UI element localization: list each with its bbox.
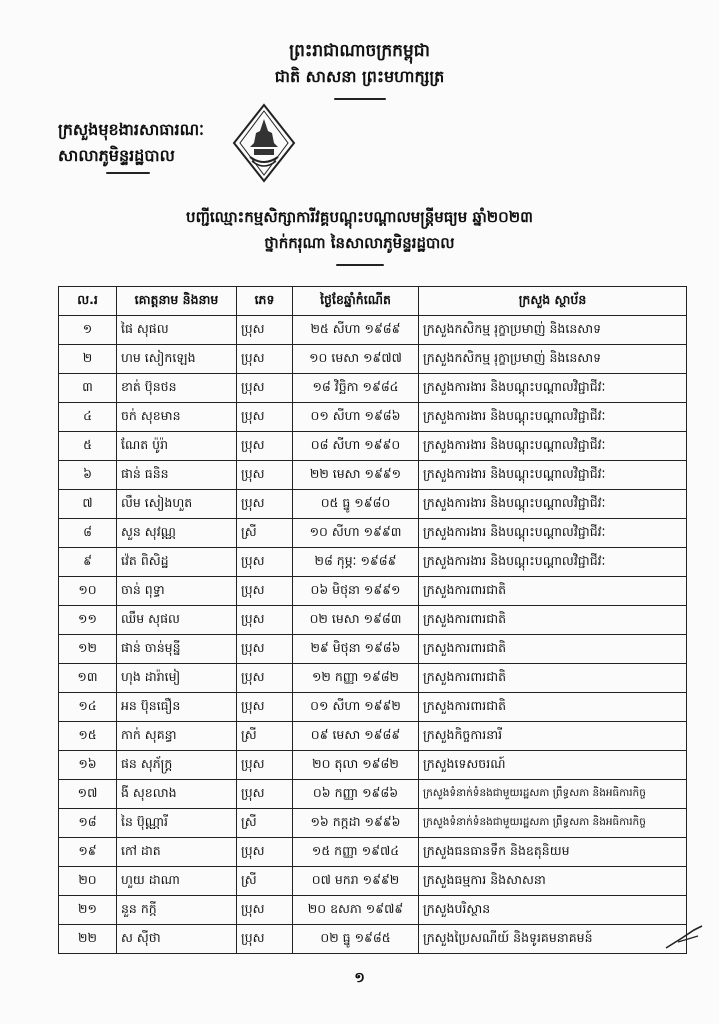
cell-name: ស ស៊ីថា bbox=[117, 925, 237, 954]
cell-number: ២២ bbox=[59, 925, 117, 954]
cell-name: នៃ ប៊ុណ្ណារី bbox=[117, 809, 237, 838]
decorative-divider bbox=[106, 172, 150, 174]
cell-ministry: ក្រសួងទំនាក់ទំនងជាមួយរដ្ឋសភា ព្រឹទ្ធសភា និងអធិការកិច្ច bbox=[419, 780, 687, 809]
table-row bbox=[59, 316, 687, 345]
table-row bbox=[59, 548, 687, 577]
cell-name: អន ប៊ុនធឿន bbox=[117, 693, 237, 722]
cell-name: ផាន់ ធនិន bbox=[117, 461, 237, 490]
cell-name: ឈឹម សុផល bbox=[117, 606, 237, 635]
table-row bbox=[59, 809, 687, 838]
cell-name: ចក់ សុខមាន bbox=[117, 403, 237, 432]
cell-ministry: ក្រសួងការងារ និងបណ្តុះបណ្តាលវិជ្ជាជីវៈ bbox=[419, 374, 687, 403]
cell-sex: ប្រុស bbox=[237, 896, 293, 925]
cell-name: លឹម សៀងហួត bbox=[117, 490, 237, 519]
cell-name: ណែត ប៉ូរ៉ា bbox=[117, 432, 237, 461]
table-header-row bbox=[59, 287, 687, 316]
cell-sex: ប្រុស bbox=[237, 345, 293, 374]
table-row bbox=[59, 490, 687, 519]
cell-birthdate: ២៩ មិថុនា ១៩៨៦ bbox=[293, 635, 419, 664]
cell-number: ១០ bbox=[59, 577, 117, 606]
decorative-divider bbox=[334, 98, 386, 100]
table-row bbox=[59, 374, 687, 403]
cell-number: ៧ bbox=[59, 490, 117, 519]
cell-sex: ស្រី bbox=[237, 867, 293, 896]
cell-sex: ប្រុស bbox=[237, 577, 293, 606]
cell-birthdate: ០១ សីហា ១៩៩២ bbox=[293, 693, 419, 722]
cell-ministry: ក្រសួងការពារជាតិ bbox=[419, 635, 687, 664]
cell-sex: ប្រុស bbox=[237, 693, 293, 722]
cell-name: នួន កក្កី bbox=[117, 896, 237, 925]
cell-ministry: ក្រសួងការពារជាតិ bbox=[419, 577, 687, 606]
cell-ministry: ក្រសួងកិច្ចការនារី bbox=[419, 722, 687, 751]
cell-number: ២ bbox=[59, 345, 117, 374]
table-row bbox=[59, 838, 687, 867]
table-row bbox=[59, 403, 687, 432]
cell-birthdate: ០៦ កញ្ញា ១៩៨៦ bbox=[293, 780, 419, 809]
cell-birthdate: ១០ សីហា ១៩៩៣ bbox=[293, 519, 419, 548]
cell-birthdate: ០៦ មិថុនា ១៩៩១ bbox=[293, 577, 419, 606]
cell-sex: ប្រុស bbox=[237, 780, 293, 809]
ministry-name: ក្រសួងមុខងារសាធារណៈ bbox=[58, 120, 204, 139]
table-row bbox=[59, 780, 687, 809]
table-row bbox=[59, 432, 687, 461]
table-row bbox=[59, 635, 687, 664]
cell-sex: ស្រី bbox=[237, 519, 293, 548]
kingdom-heading: ព្រះរាជាណាចក្រកម្ពុជា bbox=[289, 41, 430, 61]
cell-name: ហម សៀកឡេង bbox=[117, 345, 237, 374]
cell-sex: ប្រុស bbox=[237, 606, 293, 635]
header-name: គោត្តនាម និងនាម bbox=[117, 287, 237, 316]
signature-mark bbox=[664, 920, 704, 950]
header-number: ល.រ bbox=[59, 287, 117, 316]
list-title: បញ្ជីឈ្មោះកម្មសិក្សាការីវគ្គបណ្តុះបណ្តាលមន្ត្រីមធ្យម ឆ្នាំ២០២៣ bbox=[186, 208, 533, 226]
cell-sex: ប្រុស bbox=[237, 461, 293, 490]
cell-birthdate: ០២ មេសា ១៩៨៣ bbox=[293, 606, 419, 635]
cell-number: ១៦ bbox=[59, 751, 117, 780]
cell-ministry: ក្រសួងការងារ និងបណ្តុះបណ្តាលវិជ្ជាជីវៈ bbox=[419, 490, 687, 519]
cell-birthdate: ១៨ វិច្ឆិកា ១៩៨៤ bbox=[293, 374, 419, 403]
cell-name: ហួយ ដាណា bbox=[117, 867, 237, 896]
cell-sex: ប្រុស bbox=[237, 925, 293, 954]
cell-number: ១៨ bbox=[59, 809, 117, 838]
list-subtitle: ថ្នាក់ករុណា នៃសាលាភូមិន្ទរដ្ឋបាល bbox=[264, 234, 455, 252]
cell-name: ខាត់ ប៊ុនថន bbox=[117, 374, 237, 403]
cell-birthdate: ១៥ កញ្ញា ១៩៧៤ bbox=[293, 838, 419, 867]
cell-sex: ប្រុស bbox=[237, 403, 293, 432]
table-row bbox=[59, 577, 687, 606]
cell-number: ១៤ bbox=[59, 693, 117, 722]
national-motto: ជាតិ សាសនា ព្រះមហាក្សត្រ bbox=[274, 67, 445, 86]
cell-ministry: ក្រសួងទំនាក់ទំនងជាមួយរដ្ឋសភា ព្រឹទ្ធសភា និងអធិការកិច្ច bbox=[419, 809, 687, 838]
cell-number: ៤ bbox=[59, 403, 117, 432]
cell-sex: ប្រុស bbox=[237, 635, 293, 664]
cell-sex: ប្រុស bbox=[237, 548, 293, 577]
cell-birthdate: ០១ សីហា ១៩៨៦ bbox=[293, 403, 419, 432]
cell-ministry: ក្រសួងការងារ និងបណ្តុះបណ្តាលវិជ្ជាជីវៈ bbox=[419, 432, 687, 461]
cell-sex: ប្រុស bbox=[237, 838, 293, 867]
table-row bbox=[59, 925, 687, 954]
cell-name: ផៃ សុផល bbox=[117, 316, 237, 345]
cell-number: ១ bbox=[59, 316, 117, 345]
cell-number: ៥ bbox=[59, 432, 117, 461]
cell-birthdate: ២៥ សីហា ១៩៨៩ bbox=[293, 316, 419, 345]
cell-ministry: ក្រសួងការងារ និងបណ្តុះបណ្តាលវិជ្ជាជីវៈ bbox=[419, 519, 687, 548]
decorative-divider bbox=[336, 264, 384, 266]
trainee-table bbox=[58, 286, 687, 954]
header-ministry: ក្រសួង ស្ថាប័ន bbox=[419, 287, 687, 316]
cell-sex: ប្រុស bbox=[237, 316, 293, 345]
cell-birthdate: ០២ ធ្នូ ១៩៨៥ bbox=[293, 925, 419, 954]
cell-name: ផាន់ ចាន់មុន្នី bbox=[117, 635, 237, 664]
cell-number: ៦ bbox=[59, 461, 117, 490]
cell-name: កាក់ សុគន្ធា bbox=[117, 722, 237, 751]
table-row bbox=[59, 693, 687, 722]
school-name: សាលាភូមិន្ទរដ្ឋបាល bbox=[58, 146, 175, 165]
cell-ministry: ក្រសួងការពារជាតិ bbox=[419, 606, 687, 635]
cell-birthdate: ០៩ មេសា ១៩៨៩ bbox=[293, 722, 419, 751]
cell-number: ៩ bbox=[59, 548, 117, 577]
cell-birthdate: ២០ ឧសភា ១៩៧៩ bbox=[293, 896, 419, 925]
school-seal-logo bbox=[232, 103, 296, 183]
cell-ministry: ក្រសួងការពារជាតិ bbox=[419, 693, 687, 722]
cell-sex: ប្រុស bbox=[237, 432, 293, 461]
table-row bbox=[59, 751, 687, 780]
cell-number: ៨ bbox=[59, 519, 117, 548]
cell-birthdate: ១២ កញ្ញា ១៩៨២ bbox=[293, 664, 419, 693]
cell-number: ១៥ bbox=[59, 722, 117, 751]
cell-name: ផន សុភ័ក្រ្ត bbox=[117, 751, 237, 780]
table-row bbox=[59, 896, 687, 925]
cell-sex: ប្រុស bbox=[237, 490, 293, 519]
table-row bbox=[59, 722, 687, 751]
ministry-block bbox=[58, 117, 204, 169]
table-row bbox=[59, 867, 687, 896]
cell-ministry: ក្រសួងការងារ និងបណ្តុះបណ្តាលវិជ្ជាជីវៈ bbox=[419, 548, 687, 577]
cell-ministry: ក្រសួងកសិកម្ម រុក្ខាប្រមាញ់ និងនេសាទ bbox=[419, 345, 687, 374]
header-birthdate: ថ្ងៃខែឆ្នាំកំណើត bbox=[293, 287, 419, 316]
cell-number: ១៩ bbox=[59, 838, 117, 867]
cell-name: ចាន់ ពុទ្ធា bbox=[117, 577, 237, 606]
cell-name: វ៉េត ពិសិដ្ឋ bbox=[117, 548, 237, 577]
page-number: ១ bbox=[354, 970, 365, 986]
cell-number: ១២ bbox=[59, 635, 117, 664]
cell-ministry: ក្រសួងធម្មការ និងសាសនា bbox=[419, 867, 687, 896]
cell-sex: ប្រុស bbox=[237, 751, 293, 780]
cell-birthdate: ០៧ មករា ១៩៩២ bbox=[293, 867, 419, 896]
cell-birthdate: ២២ មេសា ១៩៩១ bbox=[293, 461, 419, 490]
cell-sex: ស្រី bbox=[237, 722, 293, 751]
cell-name: កៅ ដាត bbox=[117, 838, 237, 867]
cell-ministry: ក្រសួងធនធានទឹក និងឧតុនិយម bbox=[419, 838, 687, 867]
cell-name: ហុង ដារ៉ាមៀ bbox=[117, 664, 237, 693]
table-row bbox=[59, 606, 687, 635]
table-row bbox=[59, 664, 687, 693]
cell-ministry: ក្រសួងកសិកម្ម រុក្ខាប្រមាញ់ និងនេសាទ bbox=[419, 316, 687, 345]
cell-ministry: ក្រសួងបរិស្ថាន bbox=[419, 896, 687, 925]
cell-ministry: ក្រសួងការងារ និងបណ្តុះបណ្តាលវិជ្ជាជីវៈ bbox=[419, 403, 687, 432]
cell-ministry: ក្រសួងការងារ និងបណ្តុះបណ្តាលវិជ្ជាជីវៈ bbox=[419, 461, 687, 490]
cell-number: ១១ bbox=[59, 606, 117, 635]
cell-number: ៣ bbox=[59, 374, 117, 403]
cell-number: ១៧ bbox=[59, 780, 117, 809]
cell-number: ១៣ bbox=[59, 664, 117, 693]
cell-sex: ប្រុស bbox=[237, 374, 293, 403]
cell-ministry: ក្រសួងការពារជាតិ bbox=[419, 664, 687, 693]
cell-sex: ប្រុស bbox=[237, 664, 293, 693]
cell-birthdate: ១០ មេសា ១៩៧៧ bbox=[293, 345, 419, 374]
cell-number: ២១ bbox=[59, 896, 117, 925]
cell-name: សួន សុវណ្ណ bbox=[117, 519, 237, 548]
cell-sex: ស្រី bbox=[237, 809, 293, 838]
header-sex: ភេទ bbox=[237, 287, 293, 316]
cell-birthdate: ២៨ កុម្ភៈ ១៩៨៩ bbox=[293, 548, 419, 577]
cell-ministry: ក្រសួងប្រៃសណីយ៍ និងទូរគមនាគមន៍ bbox=[419, 925, 687, 954]
cell-birthdate: ១៦ កក្កដា ១៩៩៦ bbox=[293, 809, 419, 838]
cell-birthdate: ០៥ ធ្នូ ១៩៨០ bbox=[293, 490, 419, 519]
cell-name: ងី សុខលាង bbox=[117, 780, 237, 809]
table-row bbox=[59, 461, 687, 490]
cell-birthdate: ០៨ សីហា ១៩៩០ bbox=[293, 432, 419, 461]
table-row bbox=[59, 345, 687, 374]
table-row bbox=[59, 519, 687, 548]
cell-number: ២០ bbox=[59, 867, 117, 896]
cell-ministry: ក្រសួងទេសចរណ៍ bbox=[419, 751, 687, 780]
cell-birthdate: ២០ តុលា ១៩៨២ bbox=[293, 751, 419, 780]
